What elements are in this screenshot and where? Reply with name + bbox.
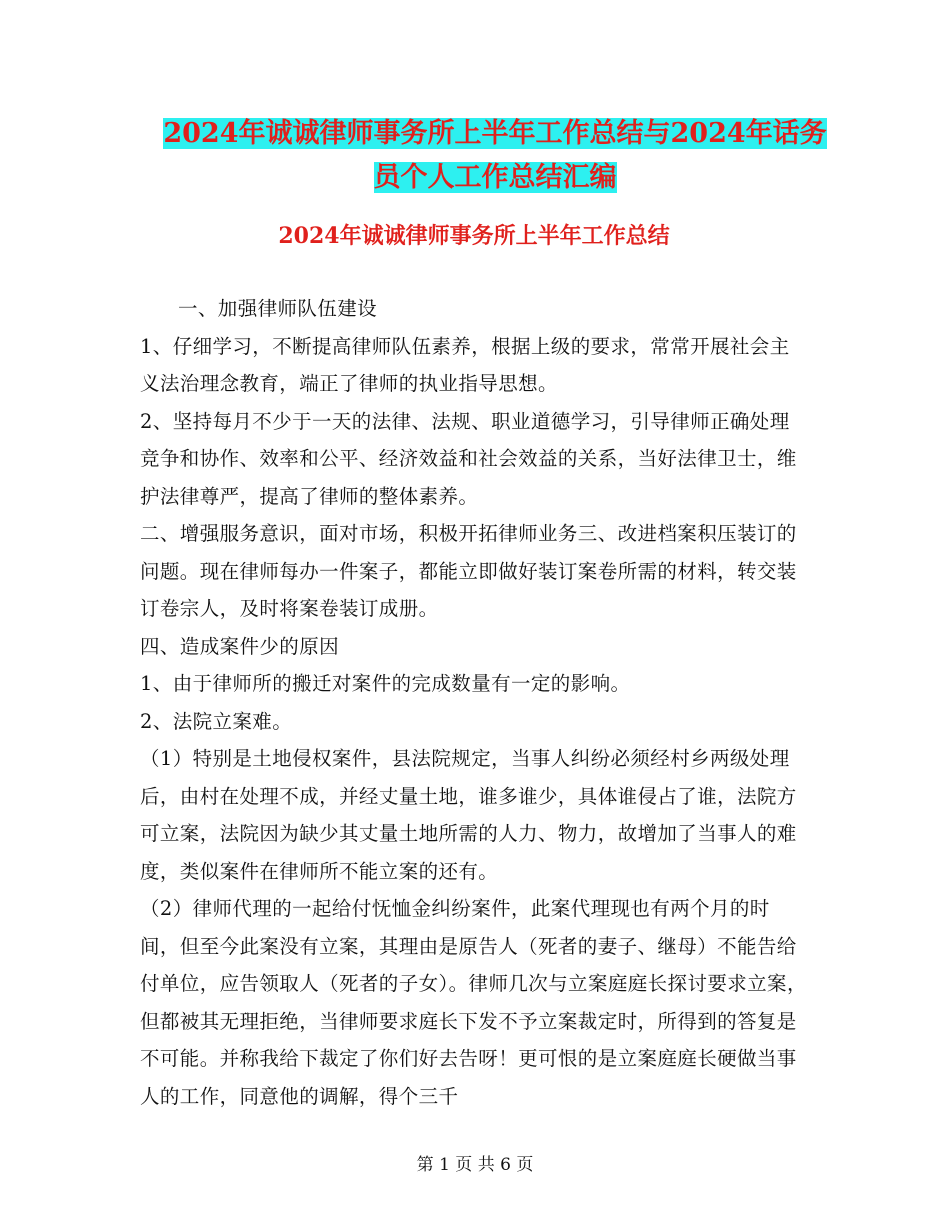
paragraph: 2、法院立案难。 <box>140 709 293 733</box>
paragraph: 1、仔细学习，不断提高律师队伍素养，根据上级的要求，常常开展社会主义法治理念教育，端正了律师的执业指导思想。 <box>140 334 790 395</box>
paragraph: 2、坚持每月不少于一天的法律、法规、职业道德学习，引导律师正确处理竞争和协作、效率和公平、经济效益和社会效益的关系，当好法律卫士，维护法律尊严，提高了律师的整体素养。 <box>140 409 797 508</box>
document-title-line-1: 2024年诚诚律师事务所上半年工作总结与2024年话务 <box>163 118 827 149</box>
document-body <box>140 290 808 1115</box>
paragraph: （1）特别是土地侵权案件，县法院规定，当事人纠纷必须经村乡两级处理后，由村在处理不成，并经丈量土地，谁多谁少，具体谁侵占了谁，法院方可立案，法院因为缺少其丈量土地所需的人力、物力，故增加了当事人的难度，类似案件在律师所不能立案的还有。 <box>140 747 797 883</box>
page-footer: 第 1 页 共 6 页 <box>416 1155 534 1175</box>
paragraph: （2）律师代理的一起给付怃恤金纠纷案件，此案代理现也有两个月的时间，但至今此案没有立案，其理由是原告人（死者的妻子、继母）不能告给付单位，应告领取人（死者的子女）。律师几次与立案庭庭长探讨要求立案，但都被其无理拒绝，当律师要求庭长下发不予立案裁定时，所得到的答复是不可能。并称我给下裁定了你们好去告呀！更可恨的是立案庭庭长硬做当事人的工作，同意他的调解，得个三千 <box>140 897 807 1108</box>
paragraph: 一、加强律师队伍建设 <box>178 297 378 320</box>
paragraph: 1、由于律师所的搬迁对案件的完成数量有一定的影响。 <box>140 672 631 695</box>
document-title-line-2: 员个人工作总结汇编 <box>373 162 617 193</box>
paragraph: 四、造成案件少的原因 <box>140 634 340 658</box>
document-title <box>140 112 850 200</box>
section-title: 2024年诚诚律师事务所上半年工作总结 <box>278 223 670 249</box>
paragraph: 二、增强服务意识，面对市场，积极开拓律师业务三、改进档案积压装订的问题。现在律师每办一件案子，都能立即做好装订案卷所需的材料，转交装订卷宗人，及时将案卷装订成册。 <box>140 522 797 620</box>
